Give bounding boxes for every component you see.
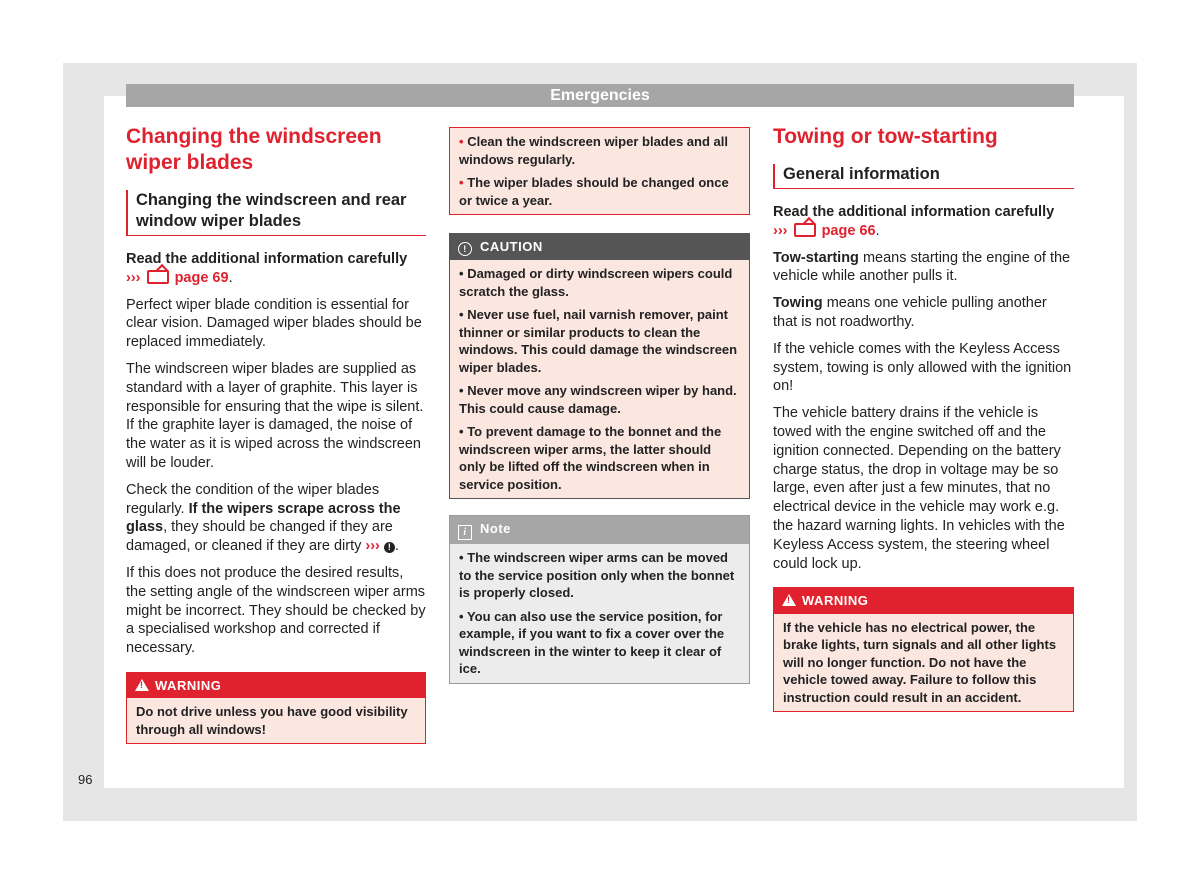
- note-box: [449, 515, 750, 684]
- column-2: [449, 127, 750, 700]
- list-item: [459, 133, 741, 168]
- list-item: [459, 265, 741, 300]
- column-1: [126, 124, 426, 760]
- warning-label: WARNING: [802, 593, 869, 609]
- paragraph: [773, 249, 1074, 287]
- warning-text: Do not drive unless you have good visibility through all windows!: [136, 704, 408, 737]
- list-item: [459, 549, 741, 602]
- paragraph: The vehicle battery drains if the vehicle is towed with the engine switched off and the ignition connected. Depending on the battery charge status, the drop in voltage may be so large, even after just a few minutes, that no electrical device in the vehicle may work e.g. the hazard warning lights. In vehicles with the Keyless Access system, the steering wheel could lock up.: [773, 405, 1065, 572]
- emphasis: If the wipers scrape across the glass: [126, 500, 401, 536]
- read-more: Read the additional information carefully ››› page 69.: [126, 251, 408, 286]
- list-item-text: Damaged or dirty windscreen wipers could scratch the glass.: [459, 266, 733, 299]
- term: Towing: [773, 295, 823, 312]
- caution-label: CAUTION: [480, 239, 543, 254]
- paragraph: Check the condition of the wiper blades regularly. If the wipers scrape across the glass, they should be changed if they are damaged, or cleaned if they are dirty ››› ! .: [126, 481, 401, 555]
- page-reference-link[interactable]: page 69: [174, 269, 229, 286]
- column-3: [773, 124, 1074, 728]
- subsection-title: Changing the windscreen and rear window wiper blades: [126, 190, 426, 236]
- paragraph: If this does not produce the desired results, the setting angle of the windscreen wiper arms might be incorrect. They should be checked by a specialised workshop and corrected if necessary.: [126, 564, 426, 657]
- read-more-label: Read the additional information carefully: [126, 251, 408, 267]
- warning-label: WARNING: [155, 677, 222, 693]
- page-number: 96: [78, 772, 93, 787]
- xref-arrows: ›››: [126, 269, 141, 286]
- list-item-text: The windscreen wiper arms can be moved to the service position only when the bonnet is properly closed.: [459, 550, 735, 600]
- read-more: Read the additional information carefully ››› page 66.: [773, 204, 1055, 239]
- bullet-icon: •: [459, 266, 464, 281]
- note-header: [450, 516, 749, 544]
- list-item-text: Never move any windscreen wiper by hand. This could cause damage.: [459, 383, 737, 416]
- list-item-text: The wiper blades should be changed once or twice a year.: [459, 175, 729, 208]
- bullet-icon: •: [459, 134, 464, 149]
- warning-triangle-icon: [782, 594, 796, 606]
- paragraph: The windscreen wiper blades are supplied as standard with a layer of graphite. This layer is responsible for ensuring that the wipe is silent. If the graphite layer is damaged, the noise of the water as it is wiped across the windscreen will be louder.: [126, 360, 424, 471]
- text: , they should be changed if they are damaged, or cleaned if they are dirty: [126, 519, 393, 555]
- bullet-icon: •: [459, 307, 464, 322]
- book-icon: [147, 270, 169, 284]
- bullet-icon: •: [459, 550, 464, 565]
- book-icon: [794, 223, 816, 237]
- list-item: [459, 382, 741, 417]
- note-label: Note: [480, 521, 511, 536]
- list-item: [459, 608, 741, 678]
- caution-circle-icon: !: [458, 242, 472, 256]
- info-icon: i: [458, 525, 472, 540]
- xref-arrows: ›››: [365, 538, 380, 555]
- paragraph: Perfect wiper blade condition is essential for clear vision. Damaged wiper blades should be replaced immediately.: [126, 296, 422, 351]
- bullet-icon: •: [459, 608, 464, 624]
- list-item: [459, 174, 741, 209]
- warning-header: [774, 588, 1073, 614]
- list-item-text: You can also use the service position, for example, if you want to fix a cover over the windscreen in the winter to keep it clear of ice.: [459, 608, 725, 676]
- read-more-label: Read the additional information carefully: [773, 204, 1055, 220]
- paragraph: If the vehicle comes with the Keyless Access system, towing is only allowed with the ignition on!: [773, 340, 1072, 395]
- list-item: [459, 306, 741, 376]
- text: means starting the engine of the vehicle while another pulls it.: [773, 249, 1071, 285]
- warning-triangle-icon: [135, 679, 149, 691]
- list-item-text: Never use fuel, nail varnish remover, paint thinner or similar products to clean the windows. This could damage the windscreen wiper blades.: [459, 307, 738, 375]
- page-reference-link[interactable]: page 66: [821, 222, 876, 239]
- xref-arrows: ›››: [773, 222, 788, 239]
- section-title: Towing or tow-starting: [773, 125, 998, 148]
- exclamation-icon[interactable]: !: [384, 542, 395, 553]
- warning-box: [126, 672, 426, 745]
- subsection-title: General information: [773, 164, 1074, 189]
- section-header: Emergencies: [126, 84, 1074, 107]
- bullet-icon: •: [459, 175, 464, 190]
- text: Check the condition of the wiper blades regularly.: [126, 481, 380, 517]
- term: Tow-starting: [773, 249, 859, 266]
- warning-text: If the vehicle has no electrical power, the brake lights, turn signals and all other lights will no longer function. Do not have the vehicle towed away. Failure to follow this instruction could result in an accident.: [783, 619, 1057, 705]
- section-title: Changing the windscreen wiper blades: [126, 125, 382, 174]
- bullet-icon: •: [459, 383, 464, 398]
- warning-box: [773, 587, 1074, 712]
- bullet-icon: •: [459, 424, 464, 439]
- text: means one vehicle pulling another that is not roadworthy.: [773, 295, 1047, 330]
- tips-box: [449, 127, 750, 215]
- list-item-text: Clean the windscreen wiper blades and all windows regularly.: [459, 134, 728, 167]
- caution-header: [450, 234, 749, 260]
- warning-header: [127, 673, 425, 699]
- list-item: [459, 423, 741, 493]
- paragraph: [773, 294, 1074, 332]
- caution-box: [449, 233, 750, 499]
- list-item-text: To prevent damage to the bonnet and the windscreen wiper arms, the latter should only be lifted off the windscreen when in service position.: [459, 424, 722, 492]
